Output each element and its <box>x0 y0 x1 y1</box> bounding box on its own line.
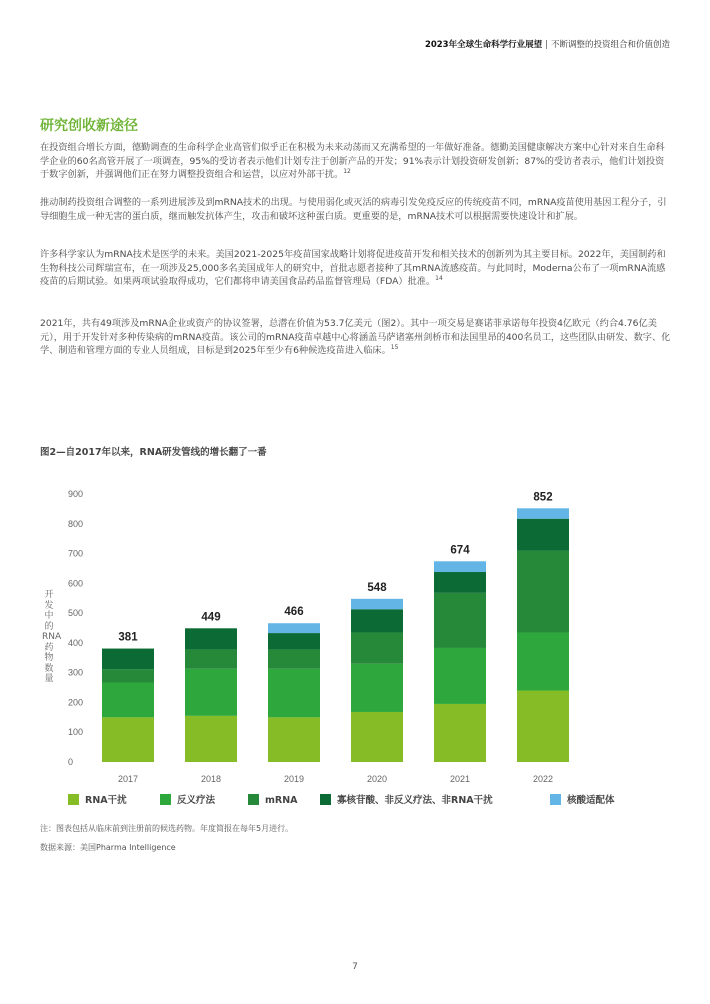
x-tick-label: 2022 <box>532 774 554 784</box>
bar-total-label: 449 <box>201 611 221 624</box>
legend-swatch <box>550 794 561 805</box>
footnote-ref: 12 <box>343 168 351 176</box>
bar-segment <box>185 669 237 716</box>
y-tick-label: 300 <box>68 667 84 678</box>
x-tick-label: 2018 <box>200 774 222 784</box>
bar-segment <box>268 633 320 649</box>
bar-segment <box>268 649 320 668</box>
x-tick-label: 2021 <box>449 774 471 784</box>
report-subtitle: 不断调整的投资组合和价值创造 <box>550 40 670 50</box>
footnote-ref: 14 <box>435 275 443 283</box>
bar-segment <box>351 609 403 632</box>
legend-swatch <box>320 794 331 805</box>
bar-segment <box>185 628 237 649</box>
legend-label: 反义疗法 <box>177 795 216 806</box>
bar-segment <box>434 704 486 762</box>
header-separator: | <box>545 40 548 50</box>
bar-segment <box>102 682 154 717</box>
bar-total-label: 466 <box>284 606 304 619</box>
x-tick-label: 2019 <box>283 774 305 784</box>
legend-label: mRNA <box>265 795 298 806</box>
bar-segment <box>351 712 403 762</box>
bar-segment <box>517 519 569 551</box>
bar-segment <box>351 664 403 712</box>
y-tick-label: 900 <box>68 489 84 499</box>
bar-segment <box>517 551 569 633</box>
bar-segment <box>185 649 237 668</box>
bar-segment <box>351 599 403 609</box>
bar-segment <box>268 669 320 718</box>
bar-total-label: 674 <box>450 544 470 557</box>
legend-swatch <box>160 794 171 805</box>
legend-label: 寡核苷酸、非反义疗法、非RNA干扰 <box>337 795 493 806</box>
bar-segment <box>517 508 569 518</box>
y-tick-label: 500 <box>68 608 84 619</box>
x-tick-label: 2020 <box>366 774 388 784</box>
bar-segment <box>102 717 154 762</box>
paragraph-4-text: 2021年，共有49项涉及mRNA企业或资产的协议签署，总潜在价值为53.7亿美元（图2）。其中一项交易是赛诺菲承诺每年投资4亿欧元（约合4.76亿美元），用于开发针对多种传染病的mRNA疫苗。该公司的mRNA疫苗卓越中心将涵盖马萨诸塞州剑桥市和法国里昂的400名员工，这些团队由研发、数字、化学、制造和管理方面的专业人员组成，目标是到2025年至少有6种候选疫苗进入临床。 <box>40 318 671 357</box>
y-tick-label: 0 <box>68 757 74 767</box>
y-tick-label: 800 <box>68 518 84 529</box>
footnote-ref: 15 <box>390 344 399 352</box>
bar-segment <box>268 623 320 633</box>
paragraph-2-text: 推动制药投资组合调整的一系列进展涉及到mRNA技术的出现。与使用弱化或灭活的病毒引发免疫反应的传统疫苗不同，mRNA疫苗使用基因工程分子，引导细胞生成一种无害的蛋白质，继而触发抗体产生，攻击和破坏这种蛋白质。更重要的是，mRNA技术可以根据需要快速设计和扩展。 <box>40 197 667 222</box>
paragraph-1-text: 在投资组合增长方面，德勤调查的生命科学企业高管们似乎正在积极为未来动荡而又充满希望的一年做好准备。德勤美国健康解决方案中心针对来自生命科学企业的60名高管开展了一项调查，95%的受访者表示他们计划专注于创新产品的开发；91%表示计划投资研发创新；87%的受访者表示，他们计划投资于数字创新，并强调他们正在努力调整投资组合和运营，以应对外部干扰。 <box>40 142 665 181</box>
figure-title: 图2—自2017年以来，RNA研发管线的增长翻了一番 <box>40 447 267 458</box>
paragraph-3-text: 许多科学家认为mRNA技术是医学的未来。美国2021-2025年疫苗国家战略计划将促进疫苗开发和相关技术的创新列为其主要目标。2022年，美国制药和生物科技公司辉瑞宣布，在一项涉及25,000多名美国成年人的研究中，首批志愿者接种了其mRNA流感疫苗。与此同时，Moderna公布了一项mRNA流感疫苗的后期试验。如果两项试验取得成功，它们都将申请美国食品药品监督管理局（FDA）批准。 <box>40 249 666 288</box>
bar-segment <box>102 669 154 682</box>
y-axis-label: 开发中的RNA药物数量 <box>42 590 62 684</box>
bar-segment <box>434 593 486 648</box>
bar-segment <box>351 632 403 663</box>
section-title: 研究创收新途径 <box>40 118 138 134</box>
report-title: 2023年全球生命科学行业展望 <box>424 40 543 50</box>
legend-label: 核酸适配体 <box>567 795 615 806</box>
page-number: 7 <box>352 962 358 972</box>
bar-segment <box>434 572 486 593</box>
bar-total-label: 852 <box>533 491 553 504</box>
bar-segment <box>517 691 569 762</box>
bar-segment <box>268 717 320 762</box>
legend-swatch <box>248 794 259 805</box>
figure-note: 注：图表包括从临床前到注册前的候选药物。年度简报在每年5月进行。 <box>40 824 294 833</box>
bar-total-label: 548 <box>367 581 387 594</box>
bar-total-label: 381 <box>118 631 138 644</box>
figure-source: 数据来源：美国Pharma Intelligence <box>40 843 176 852</box>
x-tick-label: 2017 <box>117 774 139 784</box>
bar-segment <box>102 649 154 670</box>
legend-swatch <box>68 794 79 805</box>
y-tick-label: 600 <box>68 578 84 589</box>
y-tick-label: 100 <box>68 727 84 738</box>
bar-segment <box>517 632 569 690</box>
legend-label: RNA干扰 <box>85 795 127 806</box>
y-tick-label: 400 <box>68 637 84 648</box>
bar-segment <box>185 716 237 762</box>
y-tick-label: 200 <box>68 697 84 708</box>
bar-segment <box>434 561 486 572</box>
y-tick-label: 700 <box>68 548 84 559</box>
bar-segment <box>434 648 486 704</box>
